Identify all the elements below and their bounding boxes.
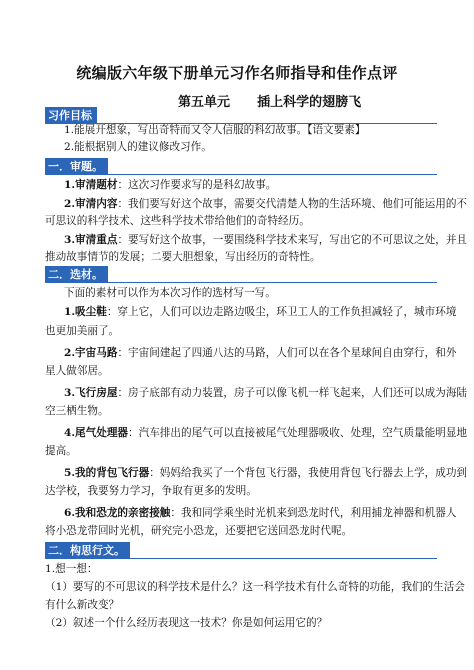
outline-head: 1.想一想：: [45, 563, 98, 575]
material-label: 1.吸尘鞋: [64, 306, 107, 318]
material-item: [64, 346, 456, 360]
material-item: [64, 305, 456, 319]
material-cont: 提高。: [45, 445, 77, 457]
theme-item: [64, 233, 467, 247]
theme-label: 1.审清题材: [64, 179, 118, 191]
material-label: 4.尾气处理器: [64, 427, 129, 439]
section-tag-material: 二．选材。: [45, 266, 108, 283]
material-text: ：汽车排出的尾气可以直接被尾气处理器吸收、处理，空气质量能明显地: [128, 427, 468, 439]
outline-cont: 有什么新改变？: [45, 599, 120, 611]
section-rule-outline: [45, 558, 437, 559]
material-text: ：穿上它，人们可以边走路边吸尘，环卫工人的工作负担减轻了，城市环境: [106, 306, 457, 318]
material-label: 3.飞行房屋: [64, 387, 118, 399]
theme-text: ：这次习作要求写的是科幻故事。: [117, 179, 277, 191]
material-label: 2.宇宙马路: [64, 347, 118, 359]
section-tag-goals: 习作目标: [45, 107, 97, 124]
theme-item: [64, 197, 467, 211]
outline-question: （1）要写的不可思议的科学技术是什么？这一科学技术有什么奇特的功能，我们的生活会: [45, 581, 465, 593]
outline-question: （2）叙述一个什么经历表现这一技术？你是如何运用它的？: [45, 617, 328, 629]
material-item: [64, 466, 467, 480]
material-item: [64, 426, 467, 440]
material-item: [64, 386, 467, 400]
theme-text: ：我们要写好这个故事，需要交代清楚人物的生活环境、他们可能运用的不: [117, 198, 468, 210]
material-text: ：我和同学乘坐时光机来到恐龙时代，利用捕龙神器和机器人: [170, 507, 457, 519]
material-intro: 下面的素材可以作为本次习作的选材写一写。: [64, 287, 276, 299]
theme-item: [64, 178, 276, 192]
theme-cont: 推动故事情节的发展；二要大胆想象，写出经历的奇特性。: [45, 251, 321, 263]
material-cont: 空三栖生物。: [45, 405, 109, 417]
material-cont: 达学校，我要努力学习，争取有更多的发明。: [45, 485, 257, 497]
material-text: ：妈妈给我买了一个背包飞行器，我使用背包飞行器去上学，成功到: [149, 467, 468, 479]
theme-label: 3.审清重点: [64, 234, 118, 246]
material-item: [64, 506, 456, 520]
theme-cont: 可思议的科学技术、这些科学技术带给他们的奇特经历。: [45, 215, 310, 227]
material-text: ：房子底部有动力装置，房子可以像飞机一样飞起来，人们还可以成为海陆: [117, 387, 468, 399]
page-title: 统编版六年级下册单元习作名师指导和佳作点评: [76, 64, 398, 82]
material-label: 6.我和恐龙的亲密接触: [64, 507, 171, 519]
theme-text: ：要写好这个故事，一要围绕科学技术来写，写出它的不可思议之处，并且: [117, 234, 468, 246]
material-cont: 也更加美丽了。: [45, 325, 120, 337]
section-tag-outline: 二．构思行文。: [45, 542, 130, 559]
unit-subtitle: 第五单元 插上科学的翅膀飞: [178, 95, 362, 110]
material-text: ：宇宙间建起了四通八达的马路，人们可以在各个星球间自由穿行，和外: [117, 347, 457, 359]
section-rule-theme: [45, 174, 437, 175]
theme-label: 2.审清内容: [64, 198, 118, 210]
section-rule-material: [45, 282, 437, 283]
material-cont: 星人做邻居。: [45, 365, 109, 377]
section-tag-theme: 一．审题。: [45, 158, 108, 175]
goal-item: 1.能展开想象，写出奇特而又令人信服的科幻故事。【语文要素】: [64, 124, 366, 136]
material-cont: 将小恐龙带回时光机，研究完小恐龙，还要把它送回恐龙时代呢。: [45, 525, 353, 537]
material-label: 5.我的背包飞行器: [64, 467, 150, 479]
goal-item: 2.能根据别人的建议修改习作。: [64, 141, 212, 153]
